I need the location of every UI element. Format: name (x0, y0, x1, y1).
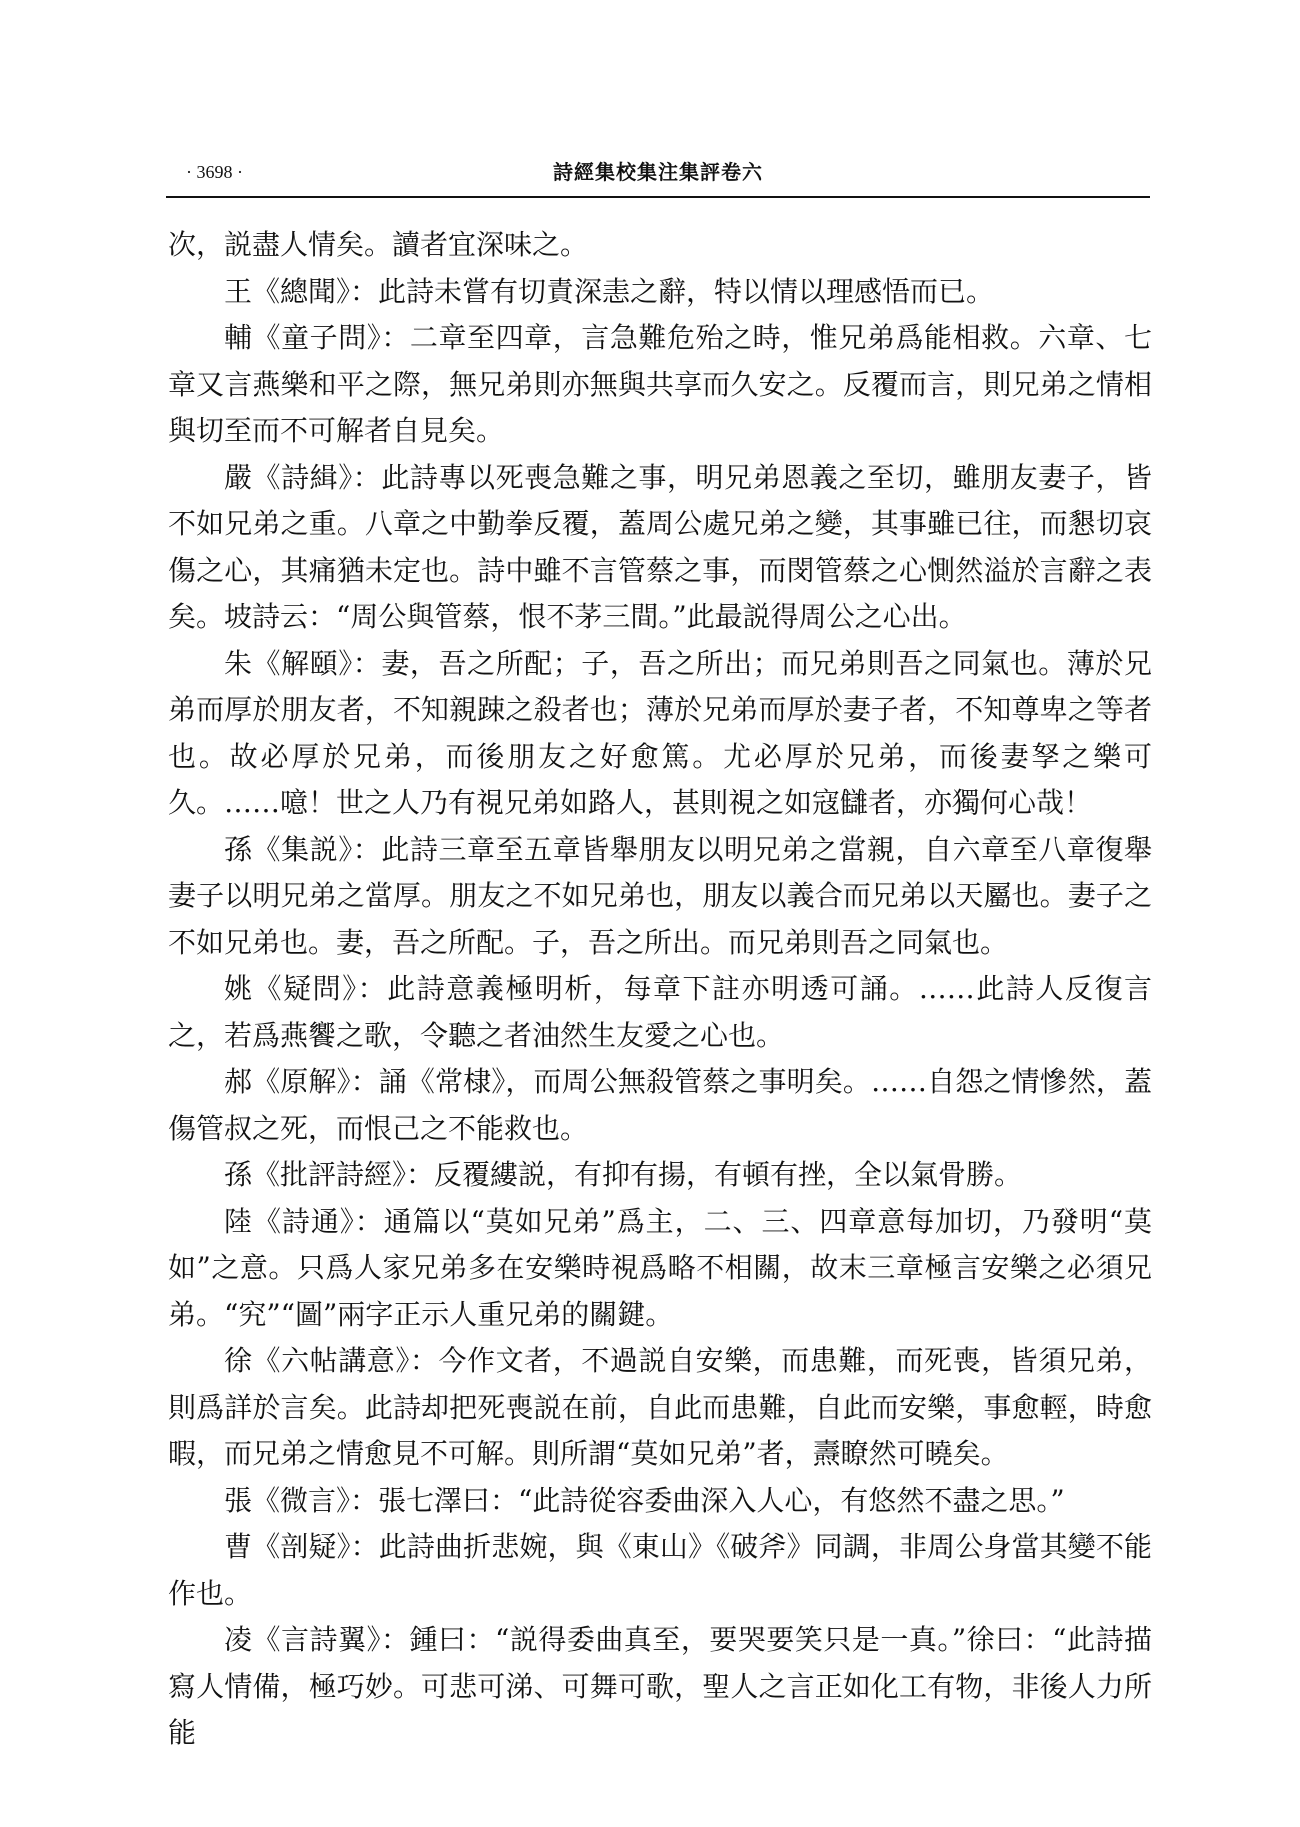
paragraph: 次，説盡人情矣。讀者宜深味之。 (168, 228, 589, 261)
header-rule (166, 196, 1150, 198)
paragraph: 嚴《詩緝》：此詩專以死喪急難之事，明兄弟恩義之至切，雖朋友妻子，皆不如兄弟之重。八章之中勤拳反覆，蓋周公處兄弟之變，其事雖已往，而懇切哀傷之心，其痛猶未定也。詩中雖不言管蔡之事，而閔管蔡之心惻然溢於言辭之表矣。坡詩云：“周公與管蔡，恨不茅三間。”此最説得周公之心出。 (168, 460, 1152, 633)
paragraph: 曹《剖疑》：此詩曲折悲婉，與《東山》《破斧》同調，非周公身當其變不能作也。 (168, 1530, 1152, 1610)
paragraph: 凌《言詩翼》：鍾曰：“説得委曲真至，要哭要笑只是一真。”徐曰：“此詩描寫人情備，極巧妙。可悲可涕、可舞可歌，聖人之言正如化工有物，非後人力所能 (168, 1623, 1152, 1749)
body-text (168, 222, 1152, 1757)
page-header (166, 158, 1150, 192)
paragraph: 張《微言》：張七澤曰：“此詩從容委曲深入人心，有悠然不盡之思。” (224, 1483, 1065, 1517)
paragraph: 徐《六帖講意》：今作文者，不過説自安樂，而患難，而死喪，皆須兄弟，則爲詳於言矣。此詩却把死喪説在前，自此而患難，自此而安樂，事愈輕，時愈暇，而兄弟之情愈見不可解。則所謂“莫如兄弟”者，燾瞭然可曉矣。 (168, 1344, 1152, 1470)
paragraph: 朱《解頤》：妻，吾之所配；子，吾之所出；而兄弟則吾之同氣也。薄於兄弟而厚於朋友者，不知親踈之殺者也；薄於兄弟而厚於妻子者，不知尊卑之等者也。故必厚於兄弟，而後朋友之好愈篤。尤必厚於兄弟，而後妻孥之樂可久。……噫！世之人乃有視兄弟如路人，甚則視之如寇讎者，亦獨何心哉！ (168, 646, 1152, 819)
paragraph: 王《總聞》：此詩未嘗有切責深恚之辭，特以情以理感悟而已。 (224, 274, 995, 308)
page-number: · 3698 · (186, 162, 243, 182)
paragraph: 孫《集説》：此詩三章至五章皆舉朋友以明兄弟之當親，自六章至八章復舉妻子以明兄弟之當厚。朋友之不如兄弟也，朋友以義合而兄弟以天屬也。妻子之不如兄弟也。妻，吾之所配。子，吾之所出。而兄弟則吾之同氣也。 (168, 832, 1152, 959)
paragraph: 陸《詩通》：通篇以“莫如兄弟”爲主，二、三、四章意每加切，乃發明“莫如”之意。只爲人家兄弟多在安樂時視爲略不相關，故末三章極言安樂之必須兄弟。“究”“圖”兩字正示人重兄弟的關鍵。 (168, 1204, 1152, 1331)
paragraph: 孫《批評詩經》：反覆縷説，有抑有揚，有頓有挫，全以氣骨勝。 (224, 1158, 1023, 1191)
paragraph: 姚《疑問》：此詩意義極明析，每章下註亦明透可誦。……此詩人反復言之，若爲燕饗之歌，令聽之者油然生友愛之心也。 (168, 972, 1152, 1052)
paragraph: 郝《原解》：誦《常棣》，而周公無殺管蔡之事明矣。……自怨之情慘然，蓋傷管叔之死，而恨己之不能救也。 (168, 1065, 1152, 1145)
paragraph: 輔《童子問》：二章至四章，言急難危殆之時，惟兄弟爲能相救。六章、七章又言燕樂和平之際，無兄弟則亦無與共享而久安之。反覆而言，則兄弟之情相與切至而不可解者自見矣。 (168, 321, 1152, 447)
running-title: 詩經集校集注集評卷六 (553, 160, 763, 184)
